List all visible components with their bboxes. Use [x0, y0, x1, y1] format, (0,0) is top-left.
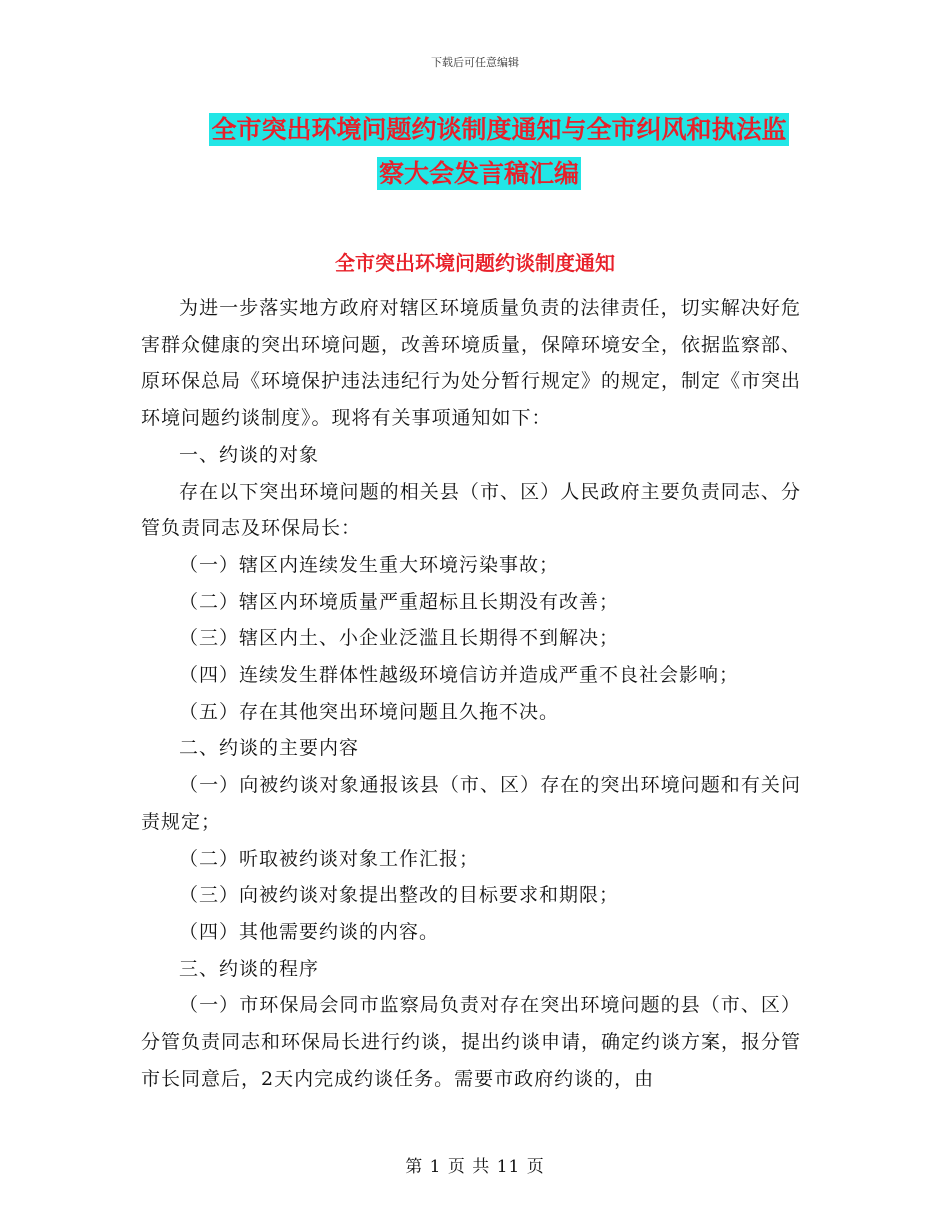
- header-note: 下载后可任意编辑: [431, 56, 519, 69]
- paragraph: （五）存在其他突出环境问题且久拖不决。: [179, 700, 560, 723]
- paragraph: （四）连续发生群体性越级环境信访并造成严重不良社会影响；: [179, 664, 740, 687]
- paragraph: （一）市环保局会同市监察局负责对存在突出环境问题的县（市、区）分管负责同志和环保局长进行约谈，提出约谈申请，确定约谈方案，报分管市长同意后，2天内完成约谈任务。需要市政府约谈的，由: [141, 994, 802, 1090]
- paragraph: 一、约谈的对象: [179, 443, 320, 466]
- section-title: 全市突出环境问题约谈制度通知: [335, 251, 615, 275]
- paragraph: 为进一步落实地方政府对辖区环境质量负责的法律责任，切实解决好危害群众健康的突出环境问题，改善环境质量，保障环境安全，依据监察部、原环保总局《环境保护违法违纪行为处分暂行规定》的规定，制定《市突出环境问题约谈制度》。现将有关事项通知如下：: [141, 297, 802, 430]
- paragraph: （三）辖区内土、小企业泛滥且长期得不到解决；: [179, 627, 620, 650]
- paragraph: （四）其他需要约谈的内容。: [179, 920, 440, 943]
- paragraph: （一）向被约谈对象通报该县（市、区）存在的突出环境问题和有关问责规定；: [141, 774, 801, 833]
- paragraph: （一）辖区内连续发生重大环境污染事故；: [179, 553, 560, 576]
- document-body: [141, 290, 801, 1097]
- title-line-2: 察大会发言稿汇编: [378, 159, 579, 188]
- paragraph: 三、约谈的程序: [179, 957, 320, 980]
- paragraph: （三）向被约谈对象提出整改的目标要求和期限；: [179, 884, 620, 907]
- paragraph: （二）辖区内环境质量严重超标且长期没有改善；: [179, 590, 620, 613]
- paragraph: （二）听取被约谈对象工作汇报；: [179, 847, 480, 870]
- page-number: 第 1 页 共 11 页: [405, 1157, 545, 1177]
- title-line-1: 全市突出环境问题约谈制度通知与全市纠风和执法监: [211, 115, 787, 144]
- paragraph: 存在以下突出环境问题的相关县（市、区）人民政府主要负责同志、分管负责同志及环保局长：: [141, 480, 801, 540]
- paragraph: 二、约谈的主要内容: [179, 737, 360, 760]
- document-title: [0, 108, 950, 196]
